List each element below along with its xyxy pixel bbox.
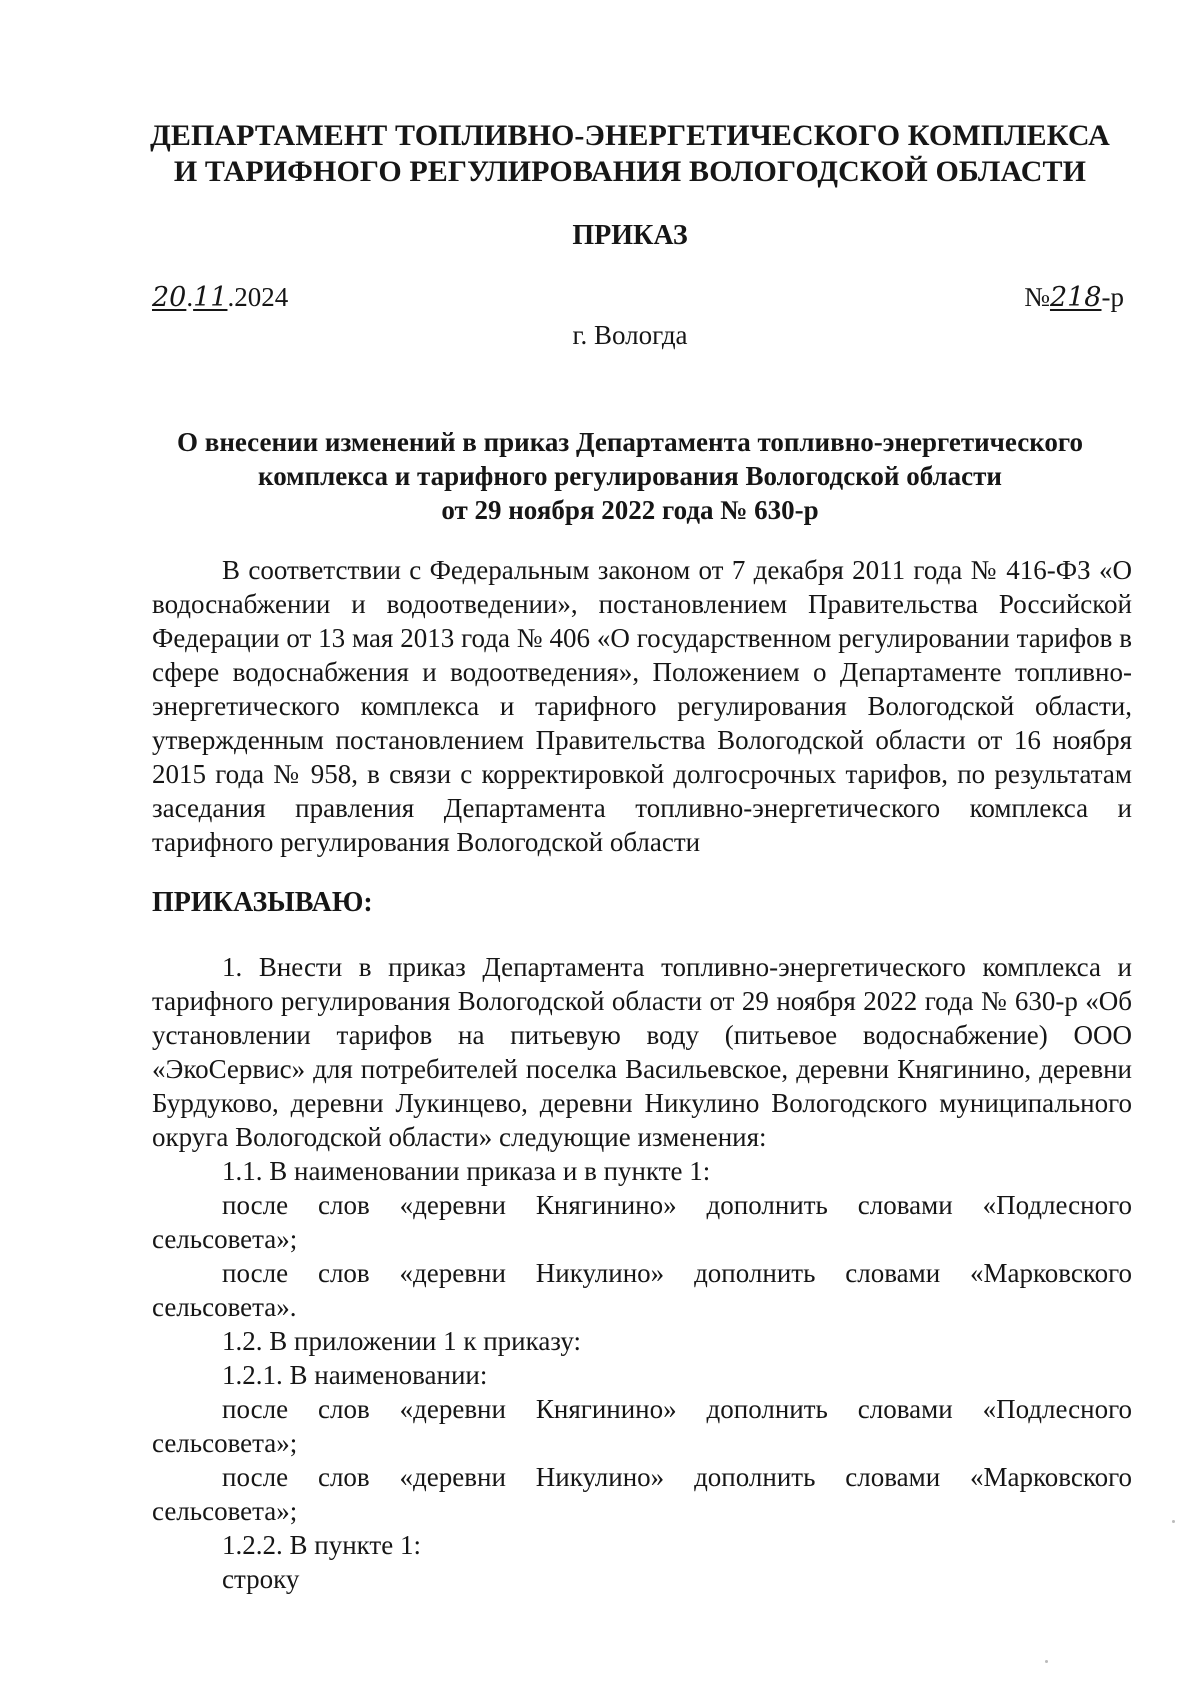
item-1-2-1-a: после слов «деревни Княгинино» дополнить словами «Подлесного сельсовета»; bbox=[152, 1394, 1132, 1458]
item-1-1-a: после слов «деревни Княгинино» дополнить словами «Подлесного сельсовета»; bbox=[152, 1190, 1132, 1254]
subject-line-1: О внесении изменений в приказ Департамента топливно-энергетического bbox=[176, 427, 1083, 457]
item-1-2: 1.2. В приложении 1 к приказу: bbox=[222, 1326, 582, 1356]
preamble-paragraph: В соответствии с Федеральным законом от 7 декабря 2011 года № 416-ФЗ «О водоснабжении и водоотведении», постановлением Правительства Российской Федерации от 13 мая 2013 года № 406 «О государственном регулировании тарифов в сфере водоснабжения и водоотведения», Положением о Департаменте топливно-энергетического комплекса и тарифного регулирования Вологодской области, утвержденным постановлением Правительства Вологодской области от 16 ноября 2015 года № 958, в связи с корректировкой долгосрочных тарифов, по результатам заседания правления Департамента топливно-энергетического комплекса и тарифного регулирования Вологодской области bbox=[152, 555, 1132, 857]
order-word: ПРИКАЗЫВАЮ: bbox=[152, 887, 373, 918]
order-items bbox=[152, 950, 1132, 1596]
item-1-2-1-b: после слов «деревни Никулино» дополнить словами «Марковского сельсовета»; bbox=[152, 1462, 1132, 1526]
subject-line-2: комплекса и тарифного регулирования Вологодской области bbox=[258, 461, 1002, 491]
header-line-1: ДЕПАРТАМЕНТ ТОПЛИВНО-ЭНЕРГЕТИЧЕСКОГО КОМПЛЕКСА bbox=[150, 119, 1110, 152]
item-1-1-b: после слов «деревни Никулино» дополнить словами «Марковского сельсовета». bbox=[152, 1258, 1132, 1322]
city: г. Вологда bbox=[572, 320, 688, 350]
item-1-1: 1.1. В наименовании приказа и в пункте 1: bbox=[222, 1156, 711, 1186]
item-1-2-1: 1.2.1. В наименовании: bbox=[222, 1360, 488, 1390]
number-prefix: № bbox=[1024, 282, 1050, 312]
scan-speck bbox=[1045, 1660, 1048, 1663]
date-day: 20 bbox=[152, 282, 187, 313]
subject-line-3: от 29 ноября 2022 года № 630-р bbox=[441, 495, 819, 525]
item-1-2-2-a: строку bbox=[222, 1564, 300, 1594]
order-number bbox=[1024, 282, 1124, 313]
number-suffix: -р bbox=[1101, 282, 1124, 312]
document-type: ПРИКАЗ bbox=[572, 220, 688, 251]
order-date: 20.11.2024 bbox=[152, 282, 289, 313]
number-value: 218 bbox=[1049, 282, 1102, 313]
date-month: 11 bbox=[193, 282, 228, 313]
scan-speck bbox=[1172, 1520, 1175, 1523]
order-subject bbox=[150, 425, 1110, 527]
department-header bbox=[150, 118, 1110, 190]
item-1: 1. Внести в приказ Департамента топливно-энергетического комплекса и тарифного регулирования Вологодской области от 29 ноября 2022 года № 630-р «Об установлении тарифов на питьевую воду (питьевое водоснабжение) ООО «ЭкоСервис» для потребителей поселка Васильевское, деревни Княгинино, деревни Бурдуково, деревни Лукинцево, деревни Никулино Вологодского муниципального округа Вологодской области» следующие изменения: bbox=[152, 952, 1132, 1152]
header-line-2: И ТАРИФНОГО РЕГУЛИРОВАНИЯ ВОЛОГОДСКОЙ ОБЛАСТИ bbox=[173, 155, 1087, 188]
date-year: .2024 bbox=[227, 282, 289, 312]
preamble-block bbox=[152, 553, 1132, 859]
item-1-2-2: 1.2.2. В пункте 1: bbox=[222, 1530, 421, 1560]
